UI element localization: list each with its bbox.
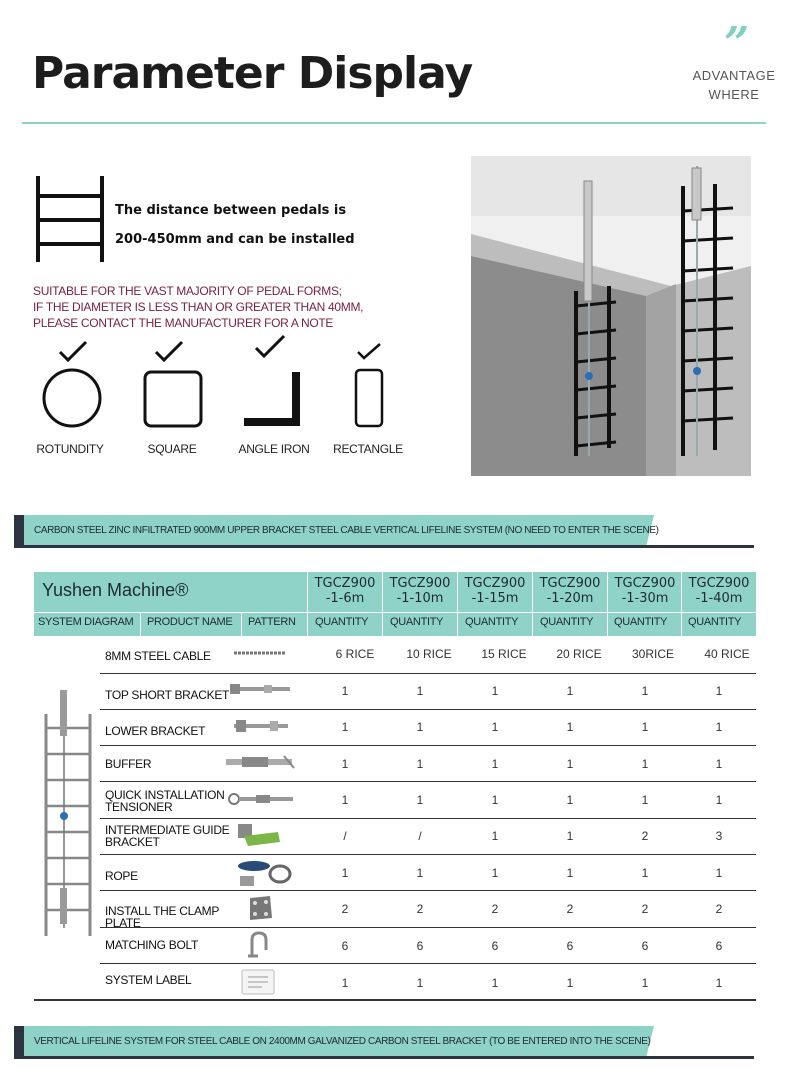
product-name: TOP SHORT BRACKET bbox=[105, 688, 230, 702]
quantity-cell: 1 bbox=[641, 976, 649, 990]
quantity-cell: 1 bbox=[566, 684, 574, 698]
ladder-icon bbox=[34, 176, 106, 262]
quantity-cell: 1 bbox=[566, 976, 574, 990]
model-length: -1-6m bbox=[325, 591, 365, 606]
row-divider bbox=[100, 673, 756, 674]
quantity-cell: 1 bbox=[491, 684, 499, 698]
pedal-line1: The distance between pedals is bbox=[115, 203, 347, 218]
quantity-cell: 1 bbox=[715, 720, 723, 734]
quantity-cell: 1 bbox=[641, 757, 649, 771]
shape-label-rotundity: ROTUNDITY bbox=[36, 442, 104, 456]
page-title: Parameter Display bbox=[32, 48, 473, 99]
suitable-line3: PLEASE CONTACT THE MANUFACTURER FOR A NOTE bbox=[33, 316, 334, 330]
subheader-quantity-2: QUANTITY bbox=[390, 616, 444, 628]
quantity-cell: 10 RICE bbox=[406, 647, 452, 661]
quantity-cell: 6 bbox=[341, 939, 349, 953]
quantity-cell: / bbox=[418, 829, 422, 843]
clamp-plate-icon bbox=[246, 894, 274, 922]
quantity-cell: 1 bbox=[566, 757, 574, 771]
buffer-icon bbox=[224, 754, 298, 770]
quantity-cell: 1 bbox=[416, 793, 424, 807]
model-code: TGCZ900 bbox=[539, 576, 601, 591]
row-divider bbox=[100, 781, 756, 782]
product-name: SYSTEM LABEL bbox=[105, 973, 192, 987]
quantity-cell: 1 bbox=[566, 720, 574, 734]
quantity-cell: 30RICE bbox=[631, 647, 675, 661]
model-code: TGCZ900 bbox=[389, 576, 451, 591]
quantity-cell: 1 bbox=[491, 757, 499, 771]
subheader-quantity-4: QUANTITY bbox=[540, 616, 594, 628]
quantity-cell: 1 bbox=[341, 866, 349, 880]
model-length: -1-15m bbox=[471, 591, 519, 606]
model-header-5 bbox=[608, 576, 682, 606]
row-divider bbox=[100, 709, 756, 710]
quantity-cell: 1 bbox=[491, 976, 499, 990]
quantity-cell: 1 bbox=[715, 684, 723, 698]
quantity-cell: 1 bbox=[416, 684, 424, 698]
quantity-cell: 1 bbox=[566, 866, 574, 880]
quantity-cell: 1 bbox=[341, 976, 349, 990]
quantity-cell: / bbox=[343, 829, 347, 843]
header-separator bbox=[34, 612, 756, 613]
col-divider bbox=[140, 612, 141, 636]
quantity-cell: 6 bbox=[416, 939, 424, 953]
quantity-cell: 1 bbox=[715, 866, 723, 880]
subheader-quantity-5: QUANTITY bbox=[614, 616, 668, 628]
quantity-cell: 1 bbox=[416, 757, 424, 771]
quantity-cell: 1 bbox=[715, 793, 723, 807]
quantity-cell: 2 bbox=[416, 902, 424, 916]
top-bracket-icon bbox=[228, 682, 294, 696]
quantity-cell: 1 bbox=[416, 866, 424, 880]
model-header-4 bbox=[533, 576, 607, 606]
product-name: BUFFER bbox=[105, 757, 152, 771]
quantity-cell: 6 bbox=[491, 939, 499, 953]
quantity-cell: 2 bbox=[566, 902, 574, 916]
subheader-pattern: PATTERN bbox=[248, 616, 296, 628]
guide-bracket-icon bbox=[234, 822, 282, 848]
product-name: LOWER BRACKET bbox=[105, 724, 206, 738]
quantity-cell: 1 bbox=[491, 866, 499, 880]
tensioner-icon bbox=[226, 792, 296, 806]
row-divider bbox=[100, 890, 756, 891]
suitable-line1: SUITABLE FOR THE VAST MAJORITY OF PEDAL FORMS; bbox=[33, 284, 342, 298]
quantity-cell: 1 bbox=[715, 757, 723, 771]
rotundity-shape-icon bbox=[38, 340, 108, 430]
brand-name: Yushen Machine® bbox=[42, 580, 189, 600]
quantity-cell: 1 bbox=[341, 720, 349, 734]
advantage-line2: WHERE bbox=[708, 87, 760, 102]
product-name: INSTALL THE CLAMP PLATE bbox=[105, 904, 219, 930]
product-name: INTERMEDIATE GUIDE BRACKET bbox=[105, 823, 230, 849]
subheader-quantity-6: QUANTITY bbox=[688, 616, 742, 628]
quantity-cell: 1 bbox=[341, 793, 349, 807]
product-name: MATCHING BOLT bbox=[105, 938, 198, 952]
suitable-note bbox=[33, 283, 363, 331]
quantity-cell: 1 bbox=[641, 684, 649, 698]
quantity-cell: 6 RICE bbox=[335, 647, 375, 661]
quantity-cell: 20 RICE bbox=[556, 647, 602, 661]
quantity-cell: 1 bbox=[491, 720, 499, 734]
model-code: TGCZ900 bbox=[688, 576, 750, 591]
quantity-cell: 1 bbox=[641, 866, 649, 880]
advantage-where bbox=[688, 66, 780, 104]
model-code: TGCZ900 bbox=[314, 576, 376, 591]
pedal-line2: 200-450mm and can be installed bbox=[115, 232, 355, 247]
quantity-cell: 6 bbox=[641, 939, 649, 953]
quantity-cell: 6 bbox=[566, 939, 574, 953]
banner-top-text: CARBON STEEL ZINC INFILTRATED 900MM UPPER BRACKET STEEL CABLE VERTICAL LIFELINE SYSTEM (NO NEED TO ENTER THE SCENE) bbox=[34, 525, 659, 536]
model-header-3 bbox=[458, 576, 532, 606]
bolt-icon bbox=[244, 930, 274, 960]
quantity-cell: 2 bbox=[341, 902, 349, 916]
model-length: -1-30m bbox=[621, 591, 669, 606]
rope-icon bbox=[234, 856, 294, 888]
quantity-cell: 1 bbox=[416, 720, 424, 734]
model-code: TGCZ900 bbox=[614, 576, 676, 591]
quantity-cell: 1 bbox=[341, 684, 349, 698]
subheader-product-name: PRODUCT NAME bbox=[147, 616, 233, 628]
system-diagram-image bbox=[40, 688, 96, 938]
installation-render-image bbox=[471, 156, 751, 476]
product-name: QUICK INSTALLATION TENSIONER bbox=[105, 788, 225, 814]
rectangle-shape-icon bbox=[348, 340, 392, 430]
model-length: -1-20m bbox=[546, 591, 594, 606]
quantity-cell: 15 RICE bbox=[481, 647, 527, 661]
quantity-cell: 1 bbox=[341, 757, 349, 771]
advantage-line1: ADVANTAGE bbox=[692, 68, 776, 83]
row-divider bbox=[100, 745, 756, 746]
banner-top bbox=[14, 515, 659, 547]
quantity-cell: 1 bbox=[641, 720, 649, 734]
subheader-quantity-3: QUANTITY bbox=[465, 616, 519, 628]
quantity-cell: 2 bbox=[491, 902, 499, 916]
model-header-6 bbox=[682, 576, 756, 606]
pedal-distance-text bbox=[115, 196, 355, 254]
quantity-cell: 1 bbox=[566, 793, 574, 807]
quantity-cell: 40 RICE bbox=[704, 647, 750, 661]
model-code: TGCZ900 bbox=[464, 576, 526, 591]
banner-bottom bbox=[14, 1026, 654, 1058]
quantity-cell: 1 bbox=[491, 829, 499, 843]
row-divider bbox=[100, 963, 756, 964]
quote-mark-icon: ” bbox=[724, 18, 750, 69]
lower-bracket-icon bbox=[232, 718, 292, 734]
quantity-cell: 1 bbox=[491, 793, 499, 807]
banner-top-underline bbox=[14, 545, 754, 548]
quantity-cell: 2 bbox=[641, 902, 649, 916]
quantity-cell: 1 bbox=[566, 829, 574, 843]
label-icon bbox=[240, 966, 276, 996]
quantity-cell: 3 bbox=[715, 829, 723, 843]
banner-bottom-underline bbox=[14, 1056, 754, 1059]
model-length: -1-10m bbox=[396, 591, 444, 606]
header-divider bbox=[22, 122, 766, 124]
angle-iron-shape-icon bbox=[240, 334, 310, 430]
table-bottom-border bbox=[34, 999, 756, 1001]
steel-cable-icon bbox=[232, 648, 288, 658]
quantity-cell: 1 bbox=[416, 976, 424, 990]
product-name: 8MM STEEL CABLE bbox=[105, 649, 211, 663]
quantity-cell: 2 bbox=[715, 902, 723, 916]
square-shape-icon bbox=[140, 340, 210, 430]
product-name: ROPE bbox=[105, 869, 138, 883]
shape-label-rectangle: RECTANGLE bbox=[333, 442, 403, 456]
quantity-cell: 1 bbox=[715, 976, 723, 990]
model-header-2 bbox=[383, 576, 457, 606]
banner-bottom-text: VERTICAL LIFELINE SYSTEM FOR STEEL CABLE ON 2400MM GALVANIZED CARBON STEEL BRACKET (TO BE ENTERED INTO THE SCENE) bbox=[34, 1036, 651, 1047]
quantity-cell: 1 bbox=[641, 793, 649, 807]
quantity-cell: 2 bbox=[641, 829, 649, 843]
col-divider bbox=[241, 612, 242, 636]
suitable-line2: IF THE DIAMETER IS LESS THAN OR GREATER THAN 40MM, bbox=[33, 300, 364, 314]
row-divider bbox=[100, 818, 756, 819]
row-divider bbox=[100, 854, 756, 855]
shape-label-square: SQUARE bbox=[147, 442, 197, 456]
shape-label-angle-iron: ANGLE IRON bbox=[238, 442, 310, 456]
model-header-1 bbox=[308, 576, 382, 606]
quantity-cell: 6 bbox=[715, 939, 723, 953]
model-length: -1-40m bbox=[695, 591, 743, 606]
subheader-quantity-1: QUANTITY bbox=[315, 616, 369, 628]
subheader-system-diagram: SYSTEM DIAGRAM bbox=[38, 616, 134, 628]
